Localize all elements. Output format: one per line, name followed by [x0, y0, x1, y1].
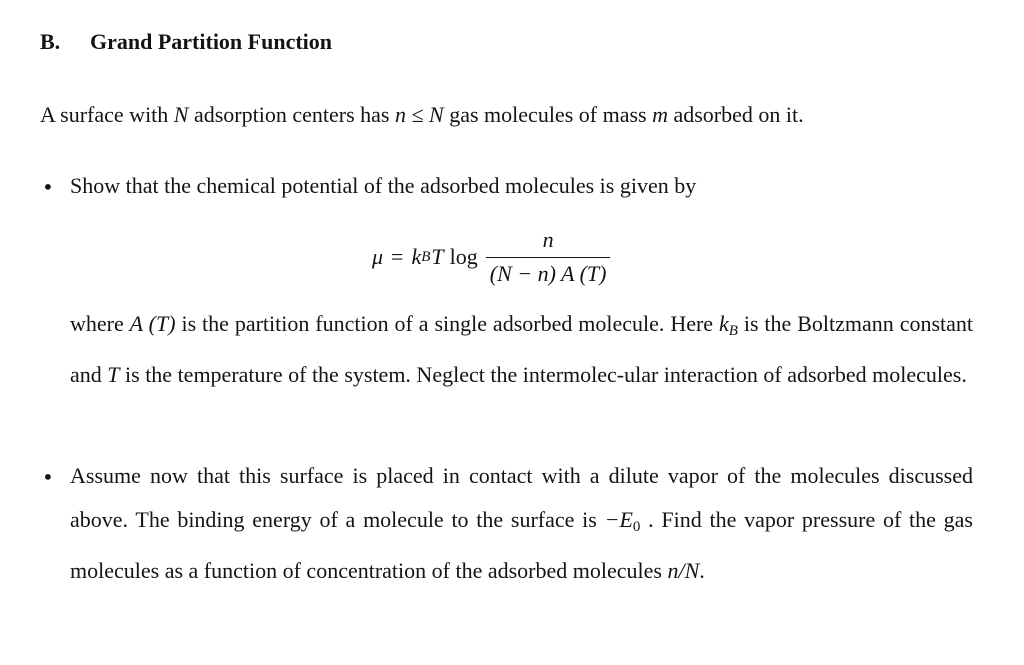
math-k-subscript: B [421, 248, 431, 265]
math-A-of-T: A (T) [129, 311, 176, 336]
math-T: T [431, 244, 444, 269]
explanation-text: is the Boltzmann constant and [70, 311, 974, 387]
intro-paragraph [40, 100, 804, 130]
bullet-2-text: . Find the vapor pressure of the gas molecules as a function of concentration of the adsorbed molecules [70, 507, 973, 583]
intro-text: gas molecules of mass [443, 102, 653, 127]
math-mu: μ [372, 244, 384, 269]
explanation-text: where [70, 311, 130, 336]
fraction-numerator: n [542, 227, 554, 252]
math-log: log [449, 244, 478, 269]
fraction-denominator: (N − n) A (T) [486, 257, 611, 287]
math-k: k [411, 244, 422, 269]
bullet-2-text: Assume now that this surface is placed in contact with a dilute vapor of the molecules discussed above. The binding energy of a molecule to the surface is [70, 463, 973, 532]
bullet-marker: • [42, 175, 54, 199]
math-k-subscript: B [728, 323, 738, 339]
bullet-1-explanation [70, 302, 973, 397]
bullet-marker: • [42, 465, 54, 489]
bullet-1-statement: Show that the chemical potential of the adsorbed molecules is given by [70, 173, 697, 198]
math-ratio: n/N [667, 558, 700, 583]
math-T: T [107, 362, 120, 387]
intro-text: adsorption centers has [188, 102, 395, 127]
math-equals: = [391, 244, 404, 269]
math-inequality: n ≤ N [394, 102, 444, 127]
math-var-N: N [173, 102, 189, 127]
math-binding-energy: −E [604, 507, 633, 532]
explanation-text: is the temperature of the system. Neglect the intermolec-ular interaction of adsorbed molecules. [119, 362, 967, 387]
bullet-2-text: . [699, 558, 705, 583]
bullet-2-paragraph [70, 454, 973, 593]
intro-text: A surface with [40, 102, 174, 127]
intro-text: adsorbed on it. [667, 102, 804, 127]
section-title: Grand Partition Function [90, 29, 333, 54]
math-var-m: m [652, 102, 668, 127]
section-heading [40, 28, 332, 56]
equation-fraction [486, 227, 611, 287]
section-number: B. [40, 29, 61, 54]
explanation-text: is the partition function of a single adsorbed molecule. Here [175, 311, 719, 336]
math-energy-subscript: 0 [632, 519, 641, 535]
math-k: k [718, 311, 729, 336]
chemical-potential-equation [372, 222, 610, 292]
